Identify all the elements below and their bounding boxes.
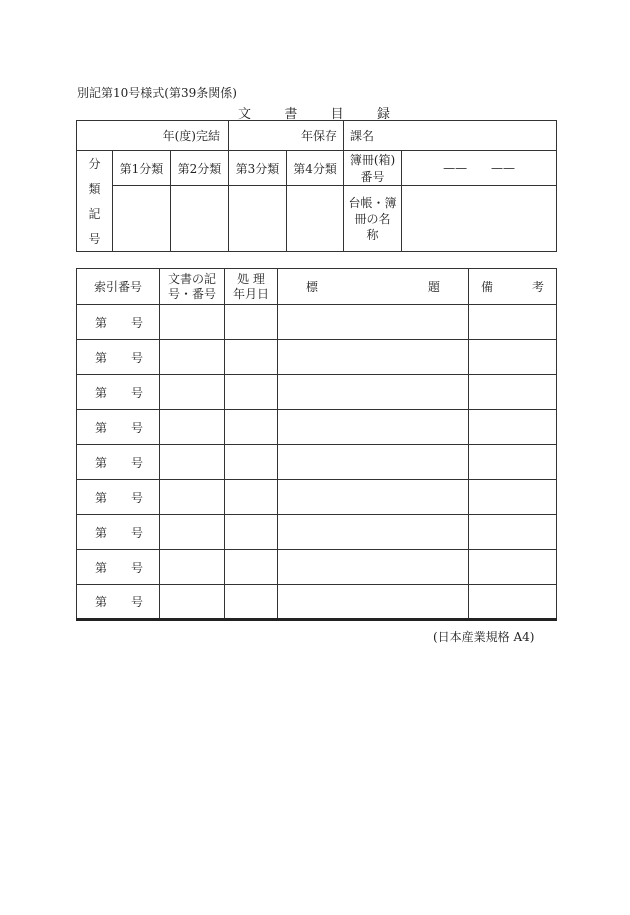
- remarks-header-char: 考: [531, 280, 544, 294]
- title-char: 文: [238, 107, 252, 122]
- index-dai: 第: [95, 455, 108, 470]
- index-go: 号: [130, 560, 143, 575]
- class-1-value: [113, 186, 171, 252]
- index-dai: 第: [95, 385, 108, 400]
- remarks-cell: [469, 550, 557, 585]
- ledger-number-header: 簿冊(箱)番号: [344, 151, 402, 186]
- index-go: 号: [130, 315, 143, 330]
- index-dai: 第: [95, 490, 108, 505]
- process-date-cell: [225, 480, 278, 515]
- index-number-cell: [77, 445, 160, 480]
- process-date-cell: [225, 340, 278, 375]
- index-go: 号: [130, 385, 143, 400]
- classification-char: 類: [88, 182, 101, 196]
- classification-table: [76, 120, 557, 252]
- title-cell: [278, 340, 469, 375]
- dash: ——: [490, 161, 515, 175]
- table-row: [77, 445, 557, 480]
- classification-char: 号: [88, 232, 101, 246]
- retention-cell: [229, 121, 344, 151]
- retention-label: 年保存: [301, 129, 338, 143]
- index-dai: 第: [95, 350, 108, 365]
- title-cell: [278, 445, 469, 480]
- remarks-cell: [469, 375, 557, 410]
- process-date-header: [225, 269, 278, 305]
- class-2-value: [171, 186, 229, 252]
- classification-char: 分: [88, 157, 101, 171]
- title-header-char: 標: [306, 280, 319, 294]
- doc-number-cell: [160, 445, 225, 480]
- class-4-value: [287, 186, 344, 252]
- process-date-cell: [225, 445, 278, 480]
- index-number-cell: [77, 410, 160, 445]
- remarks-cell: [469, 305, 557, 340]
- process-date-line: 処 理: [237, 271, 265, 286]
- title-header: [278, 269, 469, 305]
- index-go: 号: [130, 350, 143, 365]
- title-header-char: 題: [427, 280, 440, 294]
- title-char: 書: [284, 107, 298, 122]
- form-label: 別記第10号様式(第39条関係): [77, 86, 237, 100]
- process-date-cell: [225, 515, 278, 550]
- classification-char: 記: [88, 207, 101, 221]
- document-list-table: [76, 268, 557, 621]
- title-cell: [278, 550, 469, 585]
- completion-label: 年(度)完結: [162, 129, 220, 143]
- ledger-name-header: [344, 186, 402, 252]
- remarks-cell: [469, 515, 557, 550]
- table-row: [77, 585, 557, 620]
- title-char: 目: [330, 107, 344, 122]
- remarks-header-char: 備: [481, 280, 494, 294]
- index-dai: 第: [95, 315, 108, 330]
- index-dai: 第: [95, 525, 108, 540]
- process-date-cell: [225, 375, 278, 410]
- table-row: [77, 410, 557, 445]
- remarks-cell: [469, 410, 557, 445]
- remarks-header: [469, 269, 557, 305]
- title-cell: [278, 410, 469, 445]
- class-3-header: 第3分類: [229, 151, 287, 186]
- index-number-cell: [77, 585, 160, 620]
- completion-cell: [77, 121, 229, 151]
- class-3-value: [229, 186, 287, 252]
- doc-number-cell: [160, 480, 225, 515]
- title-cell: [278, 375, 469, 410]
- doc-number-cell: [160, 375, 225, 410]
- index-number-cell: [77, 340, 160, 375]
- index-dai: 第: [95, 595, 108, 609]
- index-go: 号: [130, 490, 143, 505]
- ledger-name-value: [402, 186, 557, 252]
- index-go: 号: [130, 595, 143, 609]
- remarks-cell: [469, 445, 557, 480]
- doc-number-cell: [160, 515, 225, 550]
- index-number-cell: [77, 515, 160, 550]
- doc-number-line: 文書の記: [167, 271, 216, 286]
- table-row: [77, 550, 557, 585]
- section-name-label: 課名: [350, 129, 375, 143]
- footer-note: (日本産業規格 A4): [433, 630, 535, 644]
- title-char: 録: [376, 107, 390, 122]
- table-row: [77, 305, 557, 340]
- class-1-header: 第1分類: [113, 151, 171, 186]
- index-go: 号: [130, 455, 143, 470]
- index-number-header: 索引番号: [77, 269, 160, 305]
- title-cell: [278, 305, 469, 340]
- table-row: [77, 480, 557, 515]
- index-dai: 第: [95, 560, 108, 575]
- index-number-cell: [77, 305, 160, 340]
- remarks-cell: [469, 480, 557, 515]
- index-dai: 第: [95, 420, 108, 435]
- index-go: 号: [130, 420, 143, 435]
- class-4-header: 第4分類: [287, 151, 344, 186]
- table-row: [77, 375, 557, 410]
- table-row: [77, 340, 557, 375]
- table-row: [77, 515, 557, 550]
- dash: ——: [443, 161, 468, 175]
- class-2-header: 第2分類: [171, 151, 229, 186]
- ledger-name-line: 称: [366, 227, 379, 242]
- doc-number-cell: [160, 305, 225, 340]
- index-number-cell: [77, 550, 160, 585]
- doc-number-cell: [160, 340, 225, 375]
- title-cell: [278, 480, 469, 515]
- process-date-cell: [225, 305, 278, 340]
- index-go: 号: [130, 525, 143, 540]
- remarks-cell: [469, 585, 557, 620]
- doc-number-cell: [160, 585, 225, 620]
- title-cell: [278, 515, 469, 550]
- process-date-cell: [225, 585, 278, 620]
- section-name-cell: [344, 121, 557, 151]
- process-date-line: 年月日: [232, 286, 269, 301]
- process-date-cell: [225, 410, 278, 445]
- ledger-number-value-cell: [402, 151, 557, 186]
- index-number-cell: [77, 375, 160, 410]
- ledger-name-line: 台帳・簿冊の名: [348, 195, 397, 226]
- classification-label-cell: [77, 151, 113, 252]
- doc-number-header: [160, 269, 225, 305]
- doc-number-line: 号・番号: [167, 286, 216, 301]
- doc-number-cell: [160, 550, 225, 585]
- index-number-cell: [77, 480, 160, 515]
- process-date-cell: [225, 550, 278, 585]
- doc-number-cell: [160, 410, 225, 445]
- title-cell: [278, 585, 469, 620]
- remarks-cell: [469, 340, 557, 375]
